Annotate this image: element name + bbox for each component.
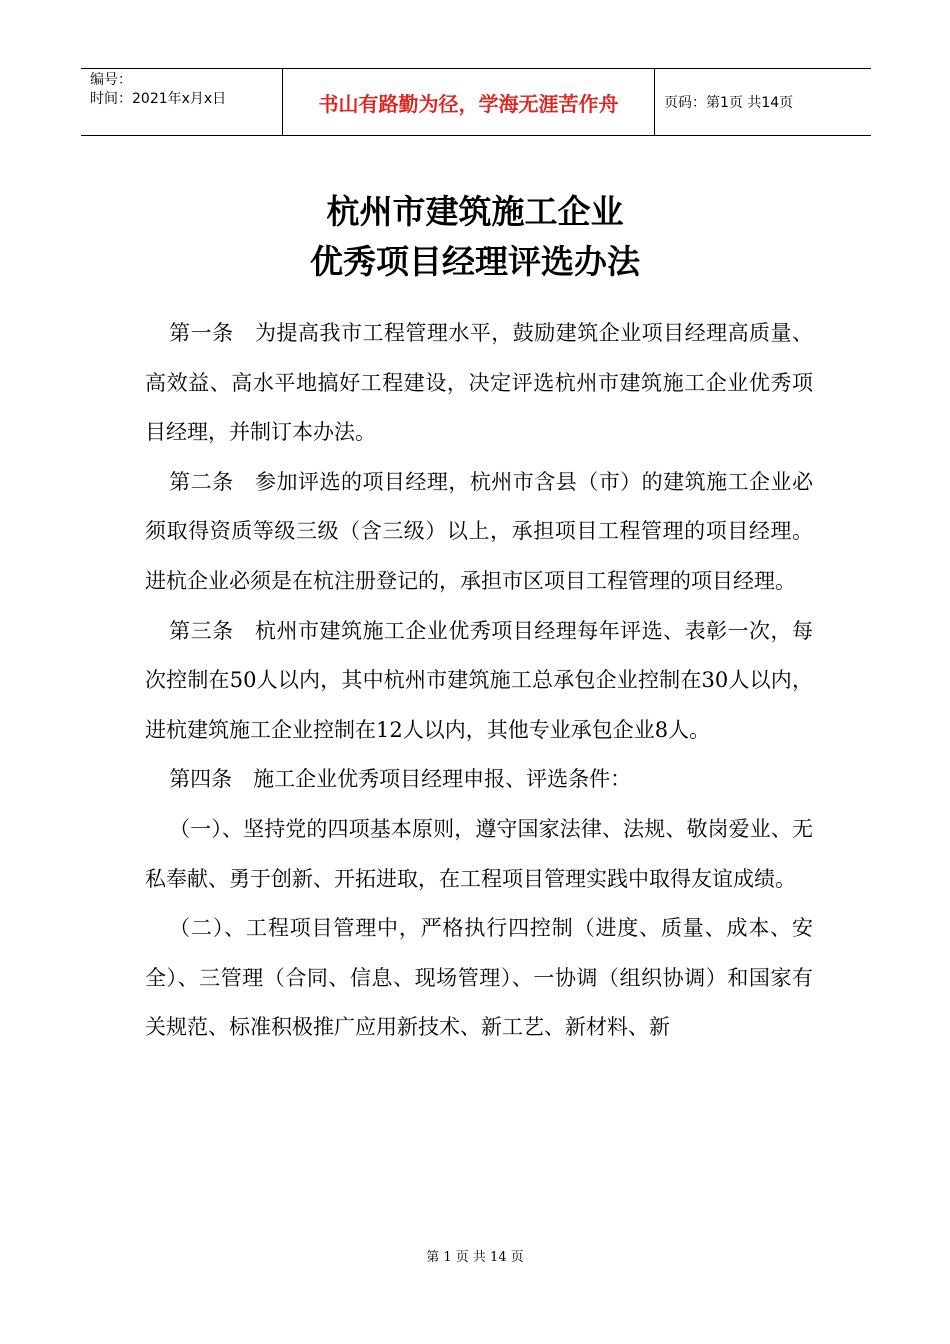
header-meta — [81, 69, 282, 135]
title-line-1: 杭州市建筑施工企业 — [326, 192, 624, 231]
header-page-info: 页码：第1页 共14页 — [664, 95, 794, 111]
header-motto: 书山有路勤为径，学海无涯苦作舟 — [282, 69, 655, 135]
article-4: 第四条 施工企业优秀项目经理申报、评选条件： — [169, 767, 632, 792]
article-4-item-1: （一）、坚持党的四项基本原则，遵守国家法律、法规、敬岗爱业、无私奉献、勇于创新、开拓进取，在工程项目管理实践中取得友谊成绩。 — [145, 816, 813, 891]
article-1: 第一条 为提高我市工程管理水平，鼓励建筑企业项目经理高质量、高效益、高水平地搞好工程建设，决定评选杭州市建筑施工企业优秀项目经理，并制订本办法。 — [145, 321, 813, 445]
page-footer: 第 1 页 共 14 页 — [426, 1250, 524, 1265]
document-header — [81, 68, 871, 136]
document-number-label: 编号： — [90, 72, 132, 88]
article-2: 第二条 参加评选的项目经理，杭州市含县（市）的建筑施工企业必须取得资质等级三级（含三级）以上，承担项目工程管理的项目经理。进杭企业必须是在杭注册登记的，承担市区项目工程管理的项目经理。 — [145, 469, 813, 593]
document-date: 时间：2021年x月x日 — [90, 91, 227, 107]
document-body — [145, 309, 813, 1053]
article-4-item-2: （二）、工程项目管理中，严格执行四控制（进度、质量、成本、安全）、三管理（合同、信息、现场管理）、一协调（组织协调）和国家有关规范、标准积极推广应用新技术、新工艺、新材料、新 — [145, 916, 813, 1040]
title-line-2: 优秀项目经理评选办法 — [310, 242, 640, 281]
article-3: 第三条 杭州市建筑施工企业优秀项目经理每年评选、表彰一次，每次控制在50人以内，其中杭州市建筑施工总承包企业控制在30人以内，进杭建筑施工企业控制在12人以内，其他专业承包企业8人。 — [145, 618, 813, 742]
